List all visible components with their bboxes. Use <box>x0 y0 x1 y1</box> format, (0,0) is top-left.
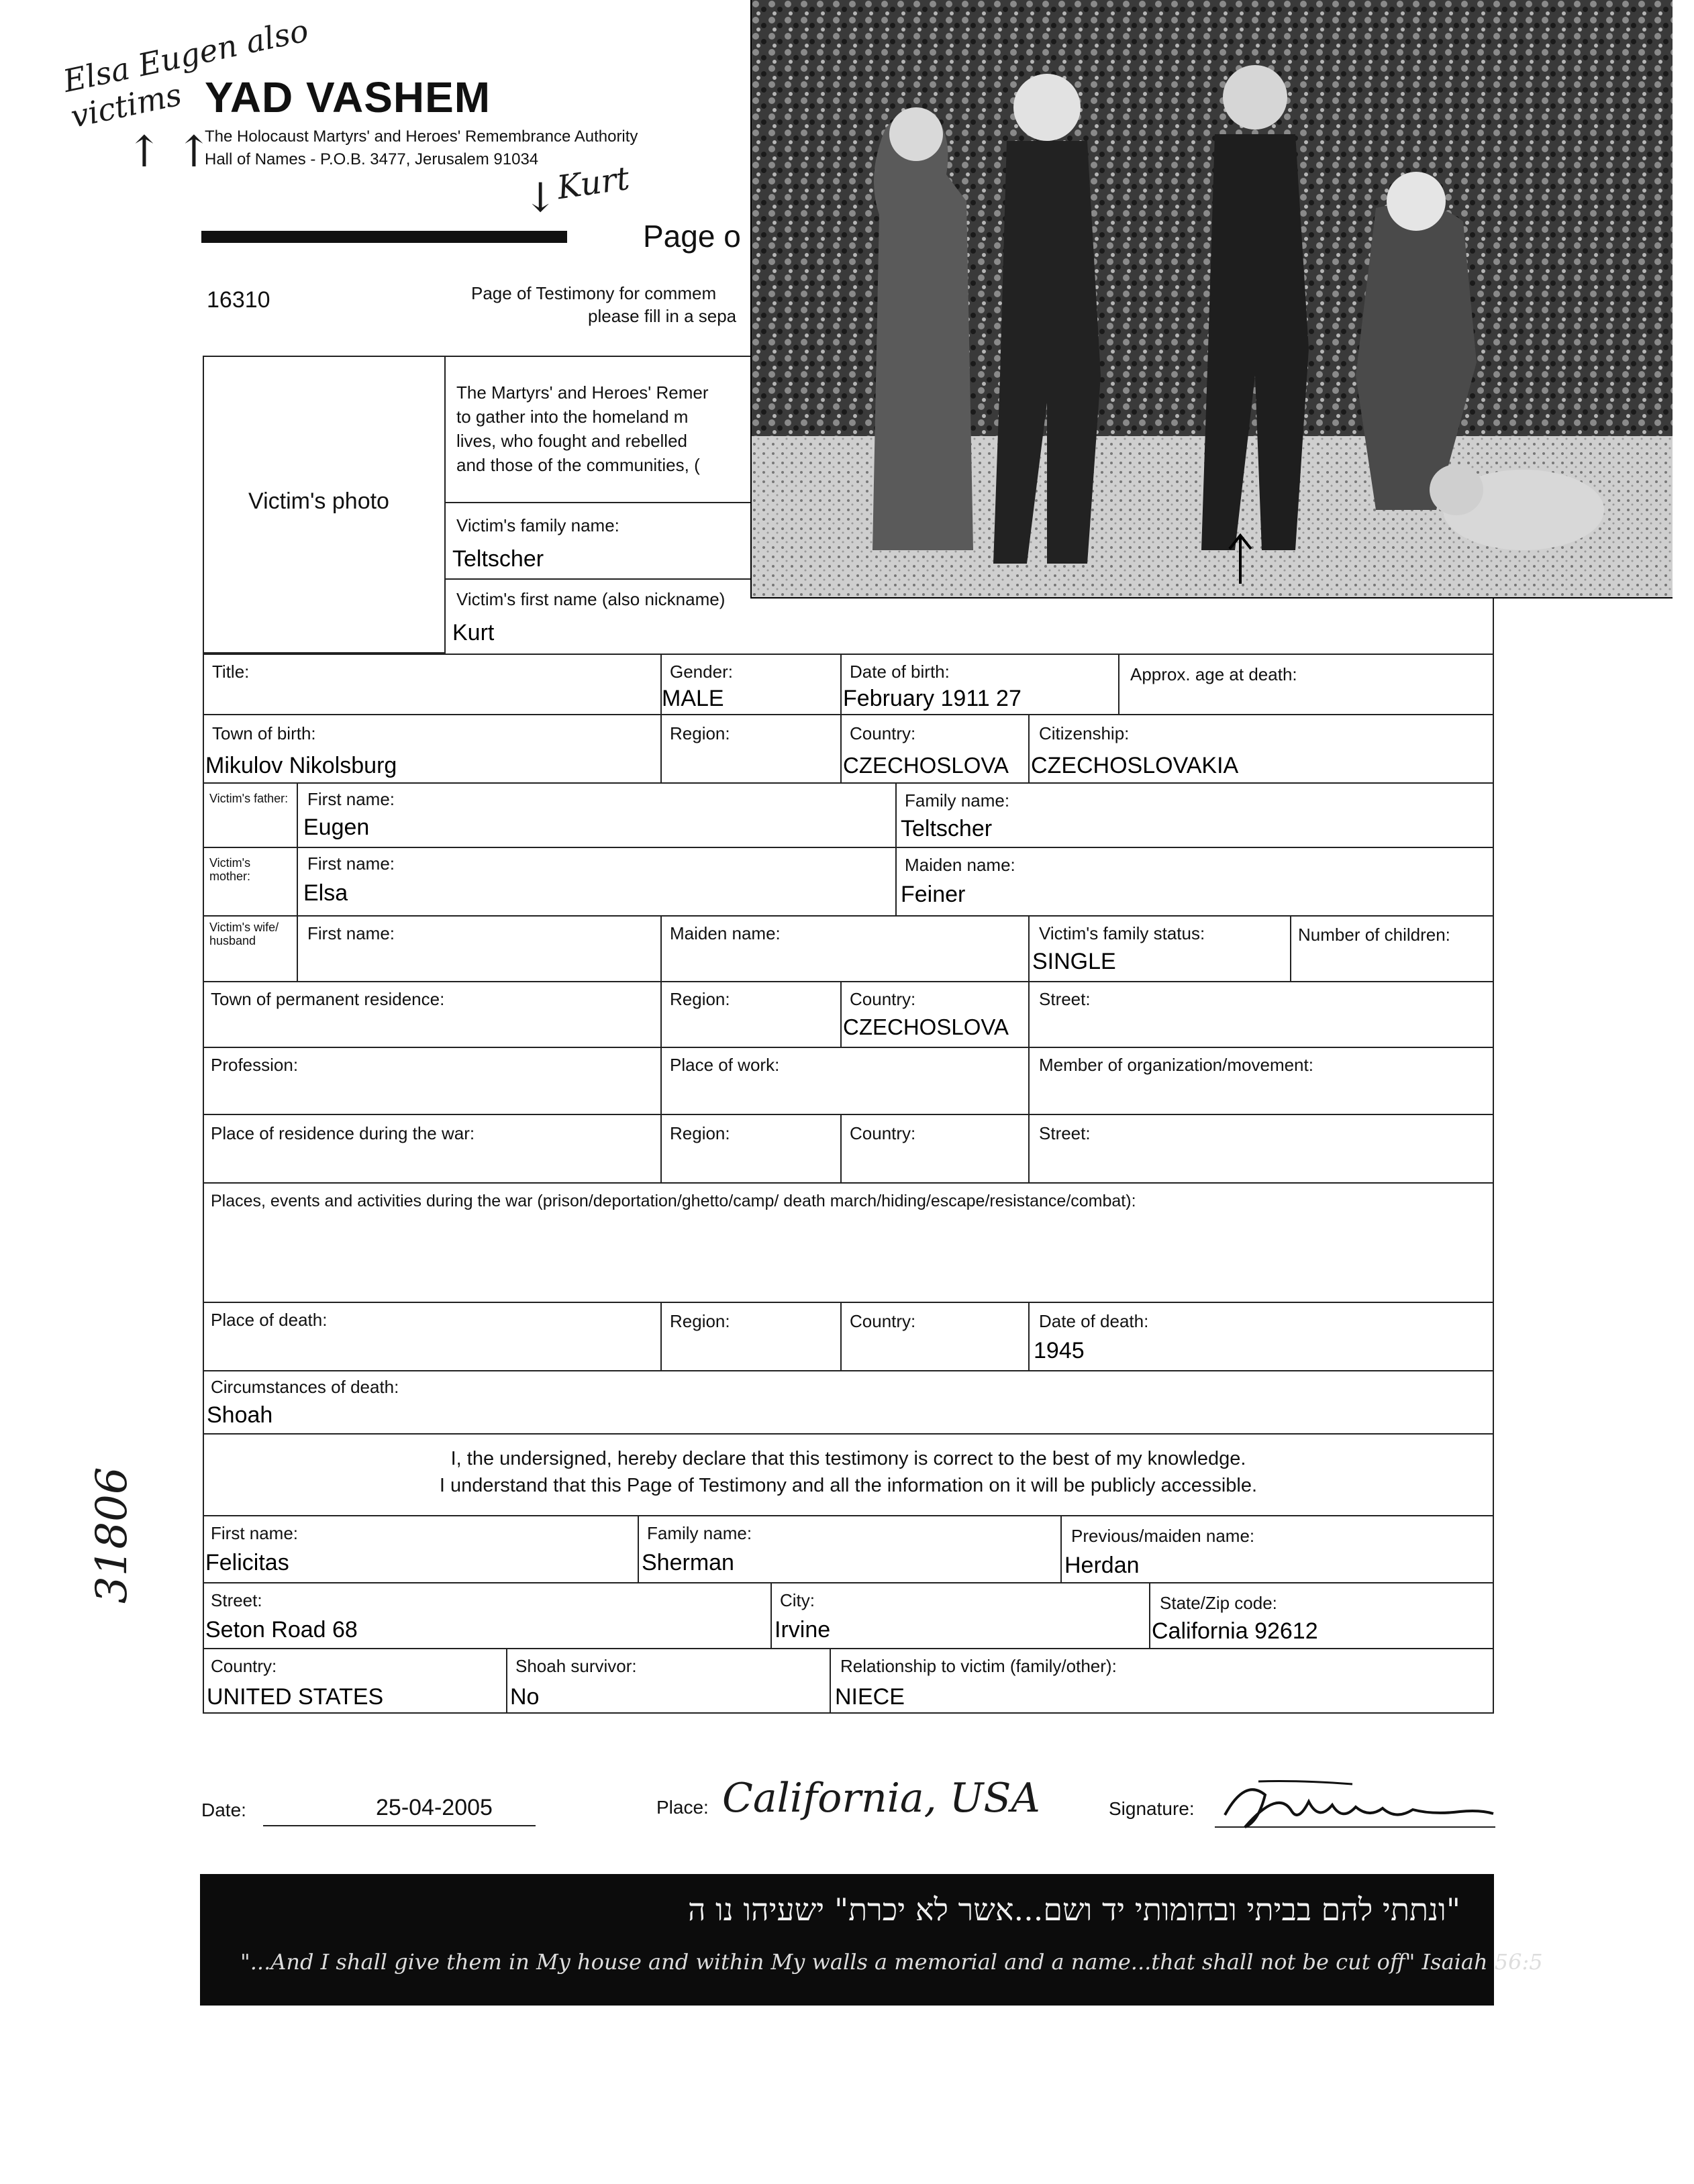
first-name-value: Kurt <box>452 620 495 645</box>
res-street-field[interactable] <box>1028 981 1494 1048</box>
submitter-street-label: Street: <box>211 1590 262 1610</box>
relationship-label: Relationship to victim (family/other): <box>840 1656 1117 1676</box>
death-place-label: Place of death: <box>211 1310 328 1330</box>
father-first-value[interactable]: Eugen <box>303 815 370 840</box>
mother-maiden-label: Maiden name: <box>905 855 1015 875</box>
mother-first-label: First name: <box>307 853 395 874</box>
profession-label: Profession: <box>211 1055 299 1075</box>
footer-quote-band <box>200 1874 1543 2006</box>
intro-text-line2: please fill in a sepa <box>588 306 737 326</box>
submitter-street-value: Seton Road 68 <box>205 1617 358 1643</box>
family-name-value: Teltscher <box>452 546 544 572</box>
org-name: YAD VASHEM <box>205 73 491 121</box>
handwritten-arrow-down: ↓ <box>524 174 558 221</box>
title-label: Title: <box>212 662 250 682</box>
signature-label: Signature: <box>1109 1798 1195 1819</box>
spouse-maiden-label: Maiden name: <box>670 923 781 943</box>
survivor-label: Shoah survivor: <box>515 1656 637 1676</box>
res-country-value: CZECHOSLOVA <box>843 1015 1009 1039</box>
header-rule <box>201 231 567 243</box>
citizenship-value: CZECHOSLOVAKIA <box>1031 753 1239 778</box>
mother-tag: Victim's mother: <box>209 856 251 883</box>
handwritten-arrow-up-2: ↑ <box>176 127 212 177</box>
res-country-label: Country: <box>850 989 916 1009</box>
relationship-value: NIECE <box>835 1684 905 1710</box>
circumstances-value: Shoah <box>207 1402 273 1428</box>
place-value[interactable]: California, USA <box>722 1775 1040 1822</box>
father-family-value: Teltscher <box>901 816 993 841</box>
war-region-label: Region: <box>670 1123 730 1143</box>
member-label: Member of organization/movement: <box>1039 1055 1313 1075</box>
declaration-line1: I, the undersigned, hereby declare that this testimony is correct to the best of my knowledge. <box>450 1448 1246 1469</box>
death-date-value: 1945 <box>1034 1338 1085 1363</box>
birth-country-value: CZECHOSLOVA <box>843 753 1009 778</box>
town-res-label: Town of permanent residence: <box>211 989 445 1009</box>
family-status-label: Victim's family status: <box>1039 923 1205 943</box>
date-line <box>263 1825 536 1826</box>
birth-region-label: Region: <box>670 723 730 743</box>
footer-hebrew-quote: "ונתתי להם בביתי ובחומותי יד ושם...אשר לא יכרת" ישעיהו נו ה <box>687 1891 1460 1928</box>
photo-image <box>752 0 1673 597</box>
declaration-line2: I understand that this Page of Testimony and all the information on it will be publicly accessible. <box>439 1475 1258 1496</box>
mother-maiden-value: Feiner <box>901 882 966 907</box>
submitter-first-value: Felicitas <box>205 1550 289 1575</box>
circumstances-label: Circumstances of death: <box>211 1377 399 1397</box>
dob-label: Date of birth: <box>850 662 950 682</box>
gender-label: Gender: <box>670 662 733 682</box>
submitter-state-value: California 92612 <box>1152 1618 1318 1644</box>
town-birth-label: Town of birth: <box>212 723 316 743</box>
submitter-city-label: City: <box>780 1590 815 1610</box>
father-first-label: First name: <box>307 789 395 809</box>
place-label: Place: <box>656 1797 709 1818</box>
family-name-label: Victim's family name: <box>456 515 619 535</box>
res-street-label: Street: <box>1039 989 1091 1009</box>
birth-country-label: Country: <box>850 723 916 743</box>
submitter-first-label: First name: <box>211 1523 299 1543</box>
town-birth-value: Mikulov Nikolsburg <box>205 753 397 778</box>
pasted-family-photo <box>750 0 1673 599</box>
gender-value: MALE <box>662 686 724 711</box>
date-label: Date: <box>201 1800 246 1820</box>
spouse-tag: Victim's wife/ husband <box>209 921 279 947</box>
law-text-line3: lives, who fought and rebelled <box>456 431 688 451</box>
father-family-label: Family name: <box>905 790 1010 811</box>
death-date-label: Date of death: <box>1039 1311 1149 1331</box>
submitter-prev-label: Previous/maiden name: <box>1071 1526 1255 1546</box>
date-value[interactable]: 25-04-2005 <box>376 1795 493 1820</box>
handwritten-arrow-up: ↑ <box>126 127 162 177</box>
events-label: Places, events and activities during the war (prison/deportation/ghetto/camp/ death march/hiding/escape/resistance/combat): <box>211 1192 1136 1210</box>
survivor-value: No <box>510 1684 540 1710</box>
age-label: Approx. age at death: <box>1130 664 1297 684</box>
title-field[interactable] <box>203 654 662 715</box>
footer-english-quote: "...And I shall give them in My house and within My walls a memorial and a name...that shall not be cut off" Isaiah 56:5 <box>240 1949 1543 1975</box>
org-address: Hall of Names - P.O.B. 3477, Jerusalem 91034 <box>205 150 539 168</box>
submitter-prev-value: Herdan <box>1064 1553 1140 1578</box>
law-text-line2: to gather into the homeland m <box>456 407 689 427</box>
law-text-line1: The Martyrs' and Heroes' Remer <box>456 382 709 403</box>
children-label: Number of children: <box>1298 925 1450 945</box>
father-tag: Victim's father: <box>209 792 289 805</box>
death-region-label: Region: <box>670 1311 730 1331</box>
intro-text-line1: Page of Testimony for commem <box>471 283 717 303</box>
war-street-field[interactable] <box>1028 1114 1494 1184</box>
victim-photo-label: Victim's photo <box>248 488 389 514</box>
citizenship-label: Citizenship: <box>1039 723 1130 743</box>
res-region-label: Region: <box>670 989 730 1009</box>
submitter-country-label: Country: <box>211 1656 277 1676</box>
form-number: 16310 <box>207 287 270 313</box>
work-label: Place of work: <box>670 1055 780 1075</box>
handwritten-note-victims: Elsa Eugen also victims <box>60 11 312 135</box>
submitter-family-value: Sherman <box>642 1550 734 1575</box>
mother-first-value[interactable]: Elsa <box>303 880 348 906</box>
signature-image <box>1218 1775 1500 1835</box>
submitter-country-value: UNITED STATES <box>207 1684 384 1710</box>
handwritten-note-kurt: Kurt <box>554 159 632 207</box>
submitter-state-label: State/Zip code: <box>1160 1593 1277 1613</box>
death-country-label: Country: <box>850 1311 916 1331</box>
dob-value: February 1911 27 <box>843 686 1022 711</box>
law-text-line4: and those of the communities, ( <box>456 455 700 475</box>
submitter-family-label: Family name: <box>647 1523 752 1543</box>
first-name-label: Victim's first name (also nickname) <box>456 589 726 609</box>
war-res-label: Place of residence during the war: <box>211 1123 475 1143</box>
handwritten-margin-number: 31806 <box>87 1467 137 1604</box>
org-description: The Holocaust Martyrs' and Heroes' Remembrance Authority <box>205 127 638 146</box>
submitter-city-value: Irvine <box>775 1617 831 1643</box>
spouse-first-label: First name: <box>307 923 395 943</box>
war-street-label: Street: <box>1039 1123 1091 1143</box>
family-status-value: SINGLE <box>1032 949 1116 974</box>
war-country-label: Country: <box>850 1123 916 1143</box>
page-title: Page o <box>643 219 741 254</box>
